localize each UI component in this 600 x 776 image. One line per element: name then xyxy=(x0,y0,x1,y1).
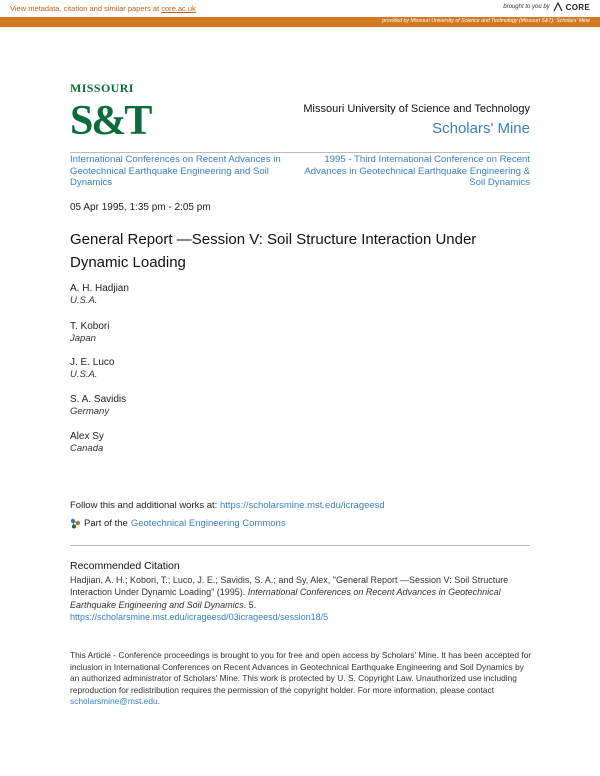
divider xyxy=(70,545,530,546)
part-of-prefix: Part of the xyxy=(84,518,128,529)
author-entry xyxy=(70,321,109,345)
author-name: S. A. Savidis xyxy=(70,394,127,405)
missouri-wordmark: MISSOURI xyxy=(70,81,134,95)
author-entry xyxy=(70,431,104,455)
author-affiliation: Canada xyxy=(70,443,104,454)
contact-email-link[interactable]: scholarsmine@mst.edu xyxy=(70,696,158,706)
author-affiliation: U.S.A. xyxy=(70,295,98,306)
author-entry xyxy=(70,283,129,307)
citation-heading: Recommended Citation xyxy=(70,560,180,572)
svg-text:S&T: S&T xyxy=(70,98,151,144)
follow-url-link[interactable]: https://scholarsmine.mst.edu/icrageesd xyxy=(219,500,385,511)
follow-prefix: Follow this and additional works at: xyxy=(70,500,220,511)
author-affiliation: Germany xyxy=(70,406,110,417)
core-link[interactable]: core.ac.uk xyxy=(161,4,196,13)
follow-line xyxy=(70,500,385,511)
core-metadata-text xyxy=(10,4,196,13)
core-banner xyxy=(0,0,600,17)
paper-title: General Report —Session V: Soil Structure Interaction Under Dynamic Loading xyxy=(70,231,477,271)
divider xyxy=(70,152,530,153)
citation-text: Hadjian, A. H.; Kobori, T.; Luco, J. E.; Savidis, S. A.; and Sy, Alex, "General Report —Session V: Soil Structure Interaction Under Dynamic Loading" (1995). xyxy=(70,575,509,598)
author-name: Alex Sy xyxy=(70,431,104,442)
core-brought-by[interactable] xyxy=(503,2,590,12)
author-affiliation: Japan xyxy=(70,333,96,344)
author-name: T. Kobori xyxy=(70,321,110,332)
author-entry xyxy=(70,394,126,418)
author-entry xyxy=(70,357,114,381)
part-of-line xyxy=(70,518,286,529)
geotechnical-commons-link[interactable]: Geotechnical Engineering Commons xyxy=(130,518,286,529)
citation-journal: International Conferences on Recent Advances in Geotechnical Earthquake Engineering and Soil Dynamics xyxy=(70,587,501,610)
access-notice xyxy=(70,650,532,708)
citation-body xyxy=(70,574,532,624)
author-affiliation: U.S.A. xyxy=(70,369,98,380)
provided-by-bar xyxy=(0,17,600,27)
citation-url-link[interactable]: https://scholarsmine.mst.edu/icrageesd/03icrageesd/session18/5 xyxy=(70,612,329,623)
brought-by-text: brought to you by xyxy=(503,4,550,10)
missouri-st-logo xyxy=(70,82,151,144)
commons-network-icon xyxy=(70,518,81,529)
provided-by-text: provided by Missouri University of Science and Technology (Missouri S&T): Scholars' Mine xyxy=(382,18,590,24)
core-logo-icon xyxy=(553,2,563,12)
conference-link[interactable]: 1995 - Third International Conference on Recent Advances in Geotechnical Earthquake Engineering & Soil Dynamics xyxy=(304,154,530,188)
series-link[interactable]: International Conferences on Recent Advances in Geotechnical Earthquake Engineering and Soil Dynamics xyxy=(70,154,281,188)
session-date: 05 Apr 1995, 1:35 pm - 2:05 pm xyxy=(70,202,211,213)
author-name: J. E. Luco xyxy=(70,357,115,368)
citation-volume: . 5. xyxy=(243,599,257,610)
core-view-text: View metadata, citation and similar papers at xyxy=(10,4,162,13)
core-logo-label: CORE xyxy=(565,2,590,12)
author-name: A. H. Hadjian xyxy=(70,283,129,294)
institution-name: Missouri University of Science and Technology xyxy=(303,103,530,115)
notice-text: This Article - Conference proceedings is brought to you for free and open access by Scholars' Mine. It has been accepted for inclusion in International Conferences on Recent Advances in Geotechnical Earthquake Engineering and Soil Dynamics by an authorized administrator of Scholars' Mine. This work is protected by U. S. Copyright Law. Unauthorized use including reproduction for redistribution requires the permission of the copyright holder. For more information, please contact xyxy=(70,650,532,695)
notice-end: . xyxy=(157,696,160,706)
repository-name[interactable]: Scholars' Mine xyxy=(432,120,530,137)
